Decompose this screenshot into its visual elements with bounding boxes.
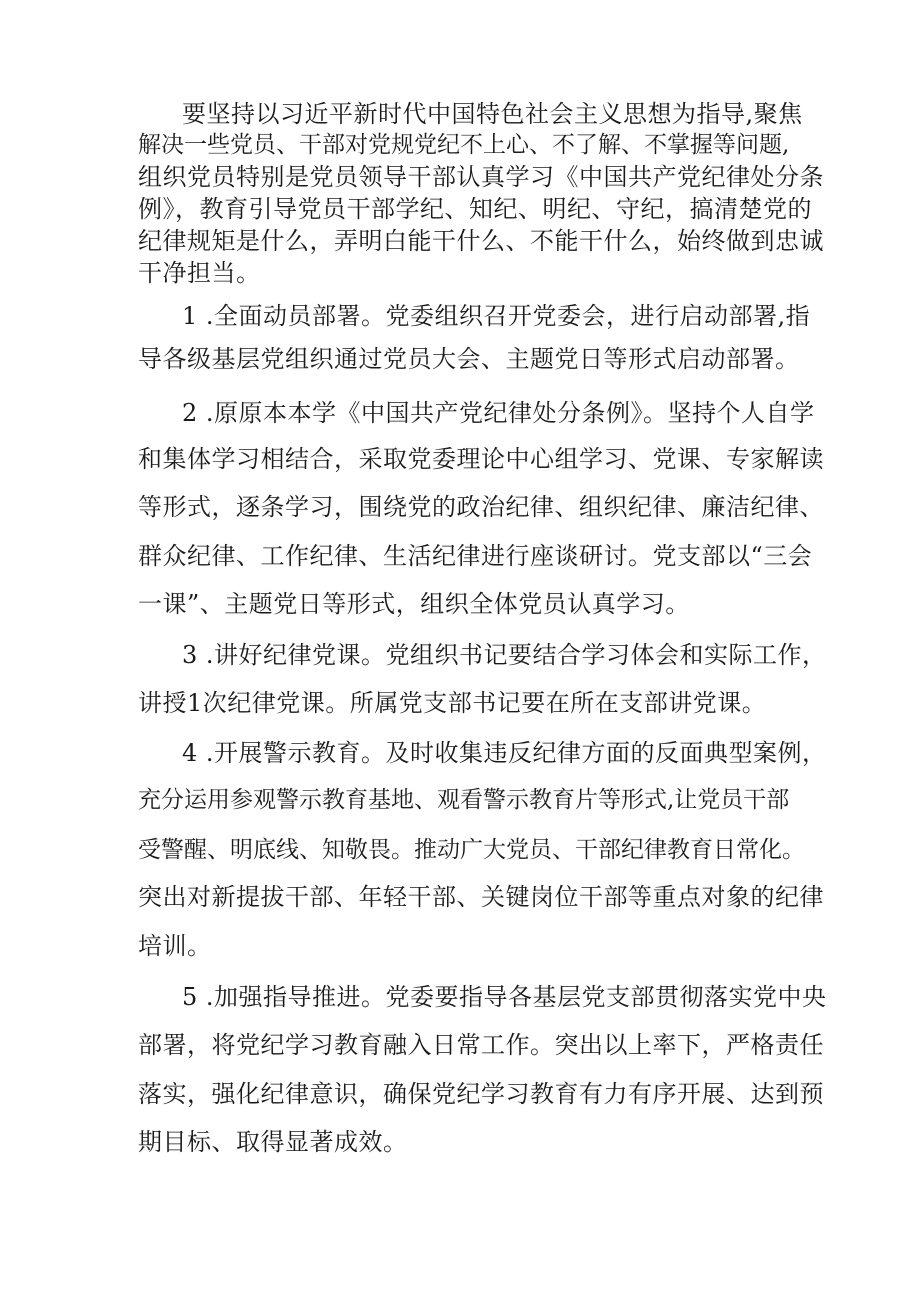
intro-line-2: 解决一些党员、干部对党规党纪不上心、不了解、不掌握等问题, xyxy=(138,132,790,158)
intro-line-5: 纪律规矩是什么，弄明白能干什么、不能干什么，始终做到忠诚 xyxy=(138,227,824,255)
item-4-line-3: 受警醒、明底线、知敬畏。推动广大党员、干部纪律教育日常化。 xyxy=(138,837,805,863)
intro-line-1: 要坚持以习近平新时代中国特色社会主义思想为指导,聚焦 xyxy=(182,100,803,128)
item-2-line-1: 2 .原原本本学《中国共产党纪律处分条例》。坚持个人自学 xyxy=(182,399,815,427)
item-1-line-2: 导各级基层党组织通过党员大会、主题党日等形式启动部署。 xyxy=(138,345,800,373)
item-5-line-4: 期目标、取得显著成效。 xyxy=(138,1128,408,1156)
item-5-line-2: 部署，将党纪学习教育融入日常工作。突出以上率下，严格责任 xyxy=(138,1031,824,1059)
item-1-line-1: 1 .全面动员部署。党委组织召开党委会，进行启动部署,指 xyxy=(182,302,811,330)
item-4-line-2: 充分运用参观警示教育基地、观看警示教育片等形式,让党员干部 xyxy=(138,787,790,813)
item-4-line-4: 突出对新提拔干部、年轻干部、关键岗位干部等重点对象的纪律 xyxy=(138,883,824,911)
item-3-line-1: 3 .讲好纪律党课。党组织书记要结合学习体会和实际工作， xyxy=(182,641,827,669)
item-2-line-2: 和集体学习相结合，采取党委理论中心组学习、党课、专家解读 xyxy=(138,445,824,473)
intro-line-6: 干净担当。 xyxy=(138,259,261,287)
intro-line-4: 例》，教育引导党员干部学纪、知纪、明纪、守纪，搞清楚党的 xyxy=(138,195,812,223)
intro-line-3: 组织党员特别是党员领导干部认真学习《中国共产党纪律处分条 xyxy=(138,163,824,191)
item-4-line-5: 培训。 xyxy=(138,932,212,960)
item-2-line-5: 一课”、主题党日等形式，组织全体党员认真学习。 xyxy=(138,590,690,618)
item-2-line-3: 等形式，逐条学习，围绕党的政治纪律、组织纪律、廉洁纪律、 xyxy=(138,493,824,521)
item-5-line-3: 落实，强化纪律意识，确保党纪学习教育有力有序开展、达到预 xyxy=(138,1080,824,1108)
item-4-line-1: 4 .开展警示教育。及时收集违反纪律方面的反面典型案例， xyxy=(182,739,827,767)
item-3-line-2: 讲授1次纪律党课。所属党支部书记要在所在支部讲党课。 xyxy=(138,689,767,717)
item-2-line-4: 群众纪律、工作纪律、生活纪律进行座谈研讨。党支部以“三会 xyxy=(138,542,813,570)
item-5-line-1: 5 .加强指导推进。党委要指导各基层党支部贯彻落实党中央 xyxy=(182,983,827,1011)
